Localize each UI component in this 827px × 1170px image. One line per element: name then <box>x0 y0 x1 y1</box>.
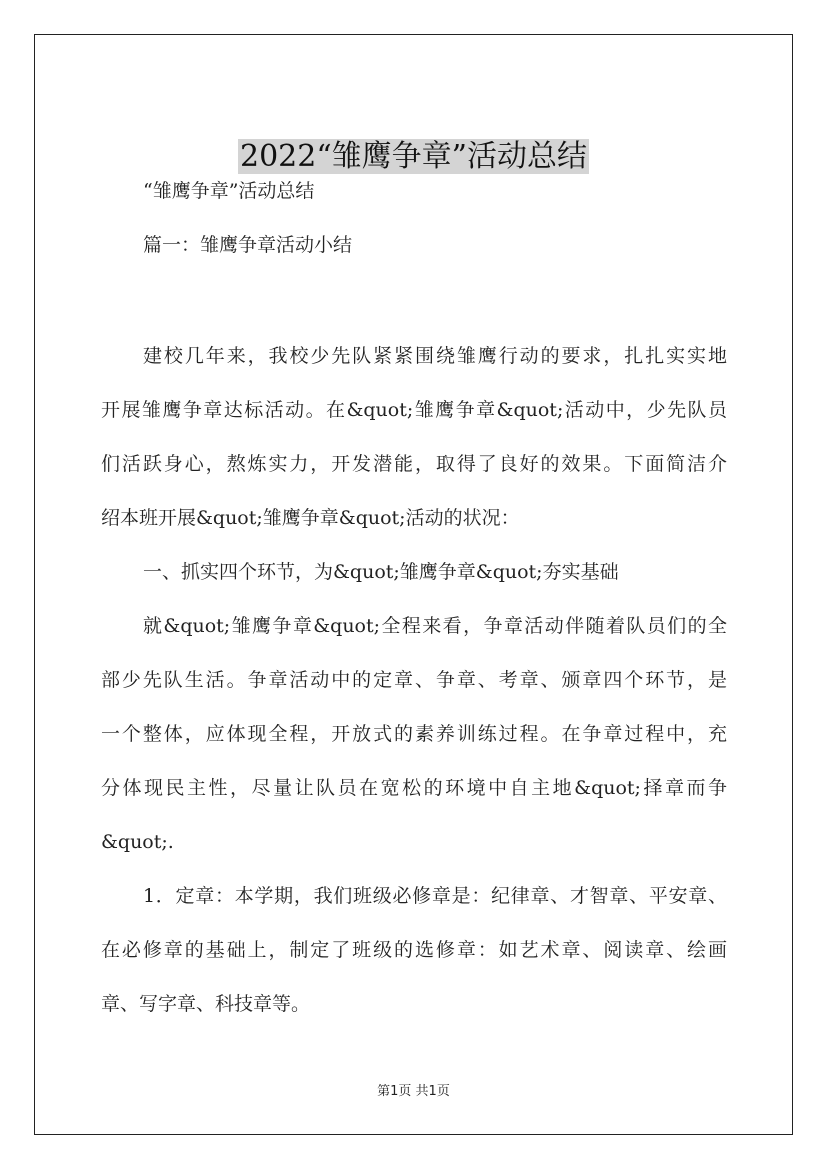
paragraph-3: 就&quot;雏鹰争章&quot;全程来看，争章活动伴随着队员们的全 部少先队生活。争章活动中的定章、争章、考章、颁章四个环节，是 一个整体，应体现全程，开放式的素养训练过程。在争章过程中，充 分体现民主性，尽量让队员在宽松的环境中自主地&quot;择章而争 &quot;. <box>101 615 727 853</box>
document-title: 2022“雏鹰争章”活动总结 <box>239 139 588 174</box>
paragraph-2: 一、抓实四个环节，为&quot;雏鹰争章&quot;夯实基础 <box>143 561 619 583</box>
paragraph-1: 建校几年来，我校少先队紧紧围绕雏鹰行动的要求，扎扎实实地 开展雏鹰争章达标活动。在&quot;雏鹰争章&quot;活动中，少先队员 们活跃身心，熬炼实力，开发潜能，取得了良好的效果。下面简洁介 绍本班开展&quot;雏鹰争章&quot;活动的状况： <box>101 345 727 529</box>
subtitle: “雏鹰争章”活动总结 <box>143 180 315 202</box>
page-footer: 第1页 共1页 <box>377 1084 450 1099</box>
paragraph-4: 1．定章：本学期，我们班级必修章是：纪律章、才智章、平安章、 在必修章的基础上，制定了班级的选修章：如艺术章、阅读章、绘画 章、写字章、科技章等。 <box>101 885 727 1015</box>
section-heading: 篇一：雏鹰争章活动小结 <box>143 234 353 256</box>
